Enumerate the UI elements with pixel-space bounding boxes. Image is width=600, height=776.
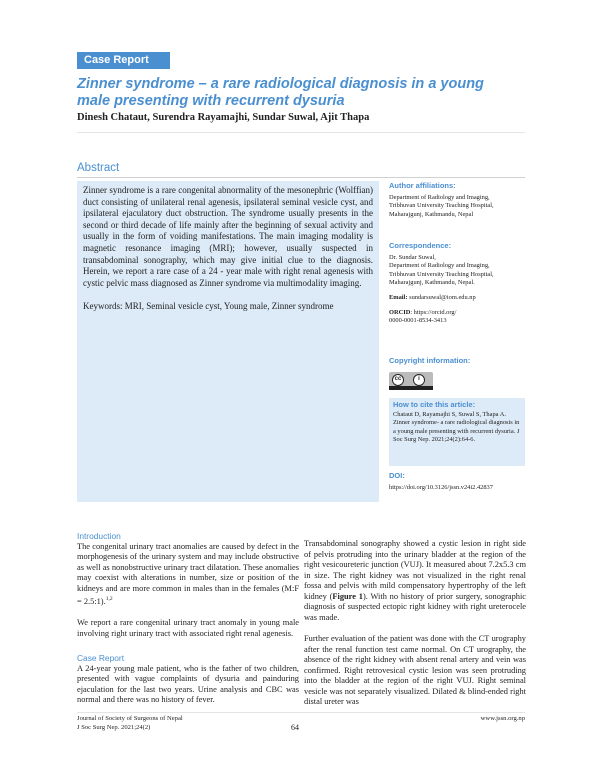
figure-1-ref[interactable]: Figure 1 (332, 591, 363, 601)
correspondence-line: Maharajgunj, Kathmandu, Nepal. (389, 279, 475, 287)
correspondence-name: Dr. Sundar Suwal, (389, 253, 436, 261)
orcid-label: ORCID (389, 308, 411, 316)
doi-link[interactable]: https://doi.org/10.3126/jssn.v24i2.42837 (389, 483, 493, 491)
affiliations-heading: Author affiliations: (389, 181, 456, 190)
cite-heading: How to cite this article: (393, 400, 476, 409)
abstract-keywords: Keywords: MRI, Seminal vesicle cyst, Young male, Zinner syndrome (83, 301, 334, 312)
correspondence-heading: Correspondence: (389, 241, 452, 250)
cite-text: Chataut D, Rayamajhi S, Suwal S, Thapa A. Zinner syndrome- a rare radiological diagnosis in a young male presenting with recurrent dysuria. J Soc Surg Nep. 2021;24(2):64-6. (393, 411, 520, 443)
author-list: Dinesh Chataut, Surendra Rayamajhi, Sundar Suwal, Ajit Thapa (77, 112, 370, 123)
abstract-divider (77, 177, 525, 178)
case-paragraph: A 24-year young male patient, who is the father of two children, presented with vague complaints of dysuria and painduring ejaculation for the last two years. Urine analysis and CBC was normal and there was no history of fever. (77, 663, 299, 705)
ct-paragraph: Further evaluation of the patient was done with the CT urography after the renal function test came normal. On CT urography, the absence of the right kidney with absent renal artery and vein was confirmed. Right retrovesical cystic lesion was seen protruding into the bladder at the region of the right VUJ. Right seminal vesicle was not separately visualized. Dilated & blind-ended right distal ureter was (304, 634, 526, 706)
abstract-text: Zinner syndrome is a rare congenital abnormality of the mesonephric (Wolffian) duct consisting of unilateral renal agenesis, ipsilateral seminal vesicle cyst, and ipsilateral ejaculatory duct obstruction. The syndrome usually presents in the second or third decade of life mainly after the beginning of sexual activity and usually in the form of voiding manifestations. The main imaging modality is magnetic resonance imaging (MRI); however, usually suspected in transabdominal sonography, which may give initial clue to the diagnosis. Herein, we report a rare case of a 24 - year male with right renal agenesis with cystic pelvic mass diagnosed as Zinner syndrome via multimodality imaging. (83, 185, 373, 288)
case-report-heading: Case Report (77, 653, 125, 664)
footer-url[interactable]: www.jssn.org.np (480, 715, 525, 722)
attribution-icon: i (413, 374, 425, 386)
correspondence-line: Department of Radiology and Imaging, (389, 262, 490, 270)
introduction-heading: Introduction (77, 531, 121, 541)
page-number: 64 (291, 723, 299, 732)
abstract-heading: Abstract (77, 162, 120, 174)
cc-icon: cc (392, 374, 404, 386)
license-band (389, 386, 433, 390)
doi-heading: DOI: (389, 471, 405, 480)
abstract-box (77, 181, 379, 502)
intro-citation: 1,2 (105, 596, 113, 602)
correspondence-line: Tribhuvan University Teaching Hospital, (389, 270, 494, 278)
email-label: Email: (389, 293, 408, 301)
cc-license-icon[interactable] (389, 372, 433, 390)
orcid-url[interactable]: : https://orcid.org/ (410, 308, 457, 316)
footer-journal: Journal of Society of Surgeons of Nepal (77, 715, 183, 722)
intro-paragraph (77, 542, 299, 608)
intro-paragraph-2: We report a rare congenital urinary tract anomaly in young male involving right urinary tract with associated right renal agenesis. (77, 618, 299, 638)
correspondence-block (389, 242, 525, 326)
intro-paragraph-text: The congenital urinary tract anomalies are caused by defect in the morphogenesis of the urinary system and may include obstructive as well as nonobstructive urinary tract dilatation. These anomalies may coexist with alterations in number, size or position of the kidneys and are more common in males than in the females (M:F = 2.5:1). (77, 541, 299, 606)
cite-article-box (389, 398, 525, 466)
footer-citation: J Soc Surg Nep. 2021;24(2) (77, 724, 151, 731)
copyright-heading: Copyright information: (389, 356, 471, 365)
article-title: Zinner syndrome – a rare radiological diagnosis in a young male presenting with recurrent dysuria (77, 76, 484, 109)
left-column (77, 531, 299, 706)
right-column (304, 539, 526, 708)
sonography-text-b: ). With no history of prior surgery, sonographic diagnosis of suspected ectopic right kidney with right ureterocele was made. (304, 591, 526, 622)
author-affiliations (389, 182, 525, 219)
article-type-badge: Case Report (77, 52, 170, 69)
orcid-id[interactable]: 0000-0001-8534-3413 (389, 317, 447, 325)
affiliation-line: Tribhuvan University Teaching Hospital, (389, 202, 494, 210)
affiliation-line: Department of Radiology and Imaging, (389, 193, 490, 201)
sonography-text-a: Transabdominal sonography showed a cystic lesion in right side of pelvis protruding into the urinary bladder at the region of the right vesicoureteric junction (VUJ). It measured about 7.2x5.3 cm in size. The right kidney was not visualized in the right renal fossa and pelvis with mild compensatory hypertrophy of the left kidney ( (304, 539, 526, 601)
copyright-block (389, 357, 525, 366)
affiliation-line: Maharajgunj, Kathmandu, Nepal (389, 210, 474, 218)
sonography-paragraph (304, 539, 526, 623)
doi-block (389, 472, 525, 492)
email-link[interactable]: sundarsuwal@iom.edu.np (409, 293, 476, 301)
footer-divider (77, 712, 525, 713)
header-divider (77, 132, 525, 133)
